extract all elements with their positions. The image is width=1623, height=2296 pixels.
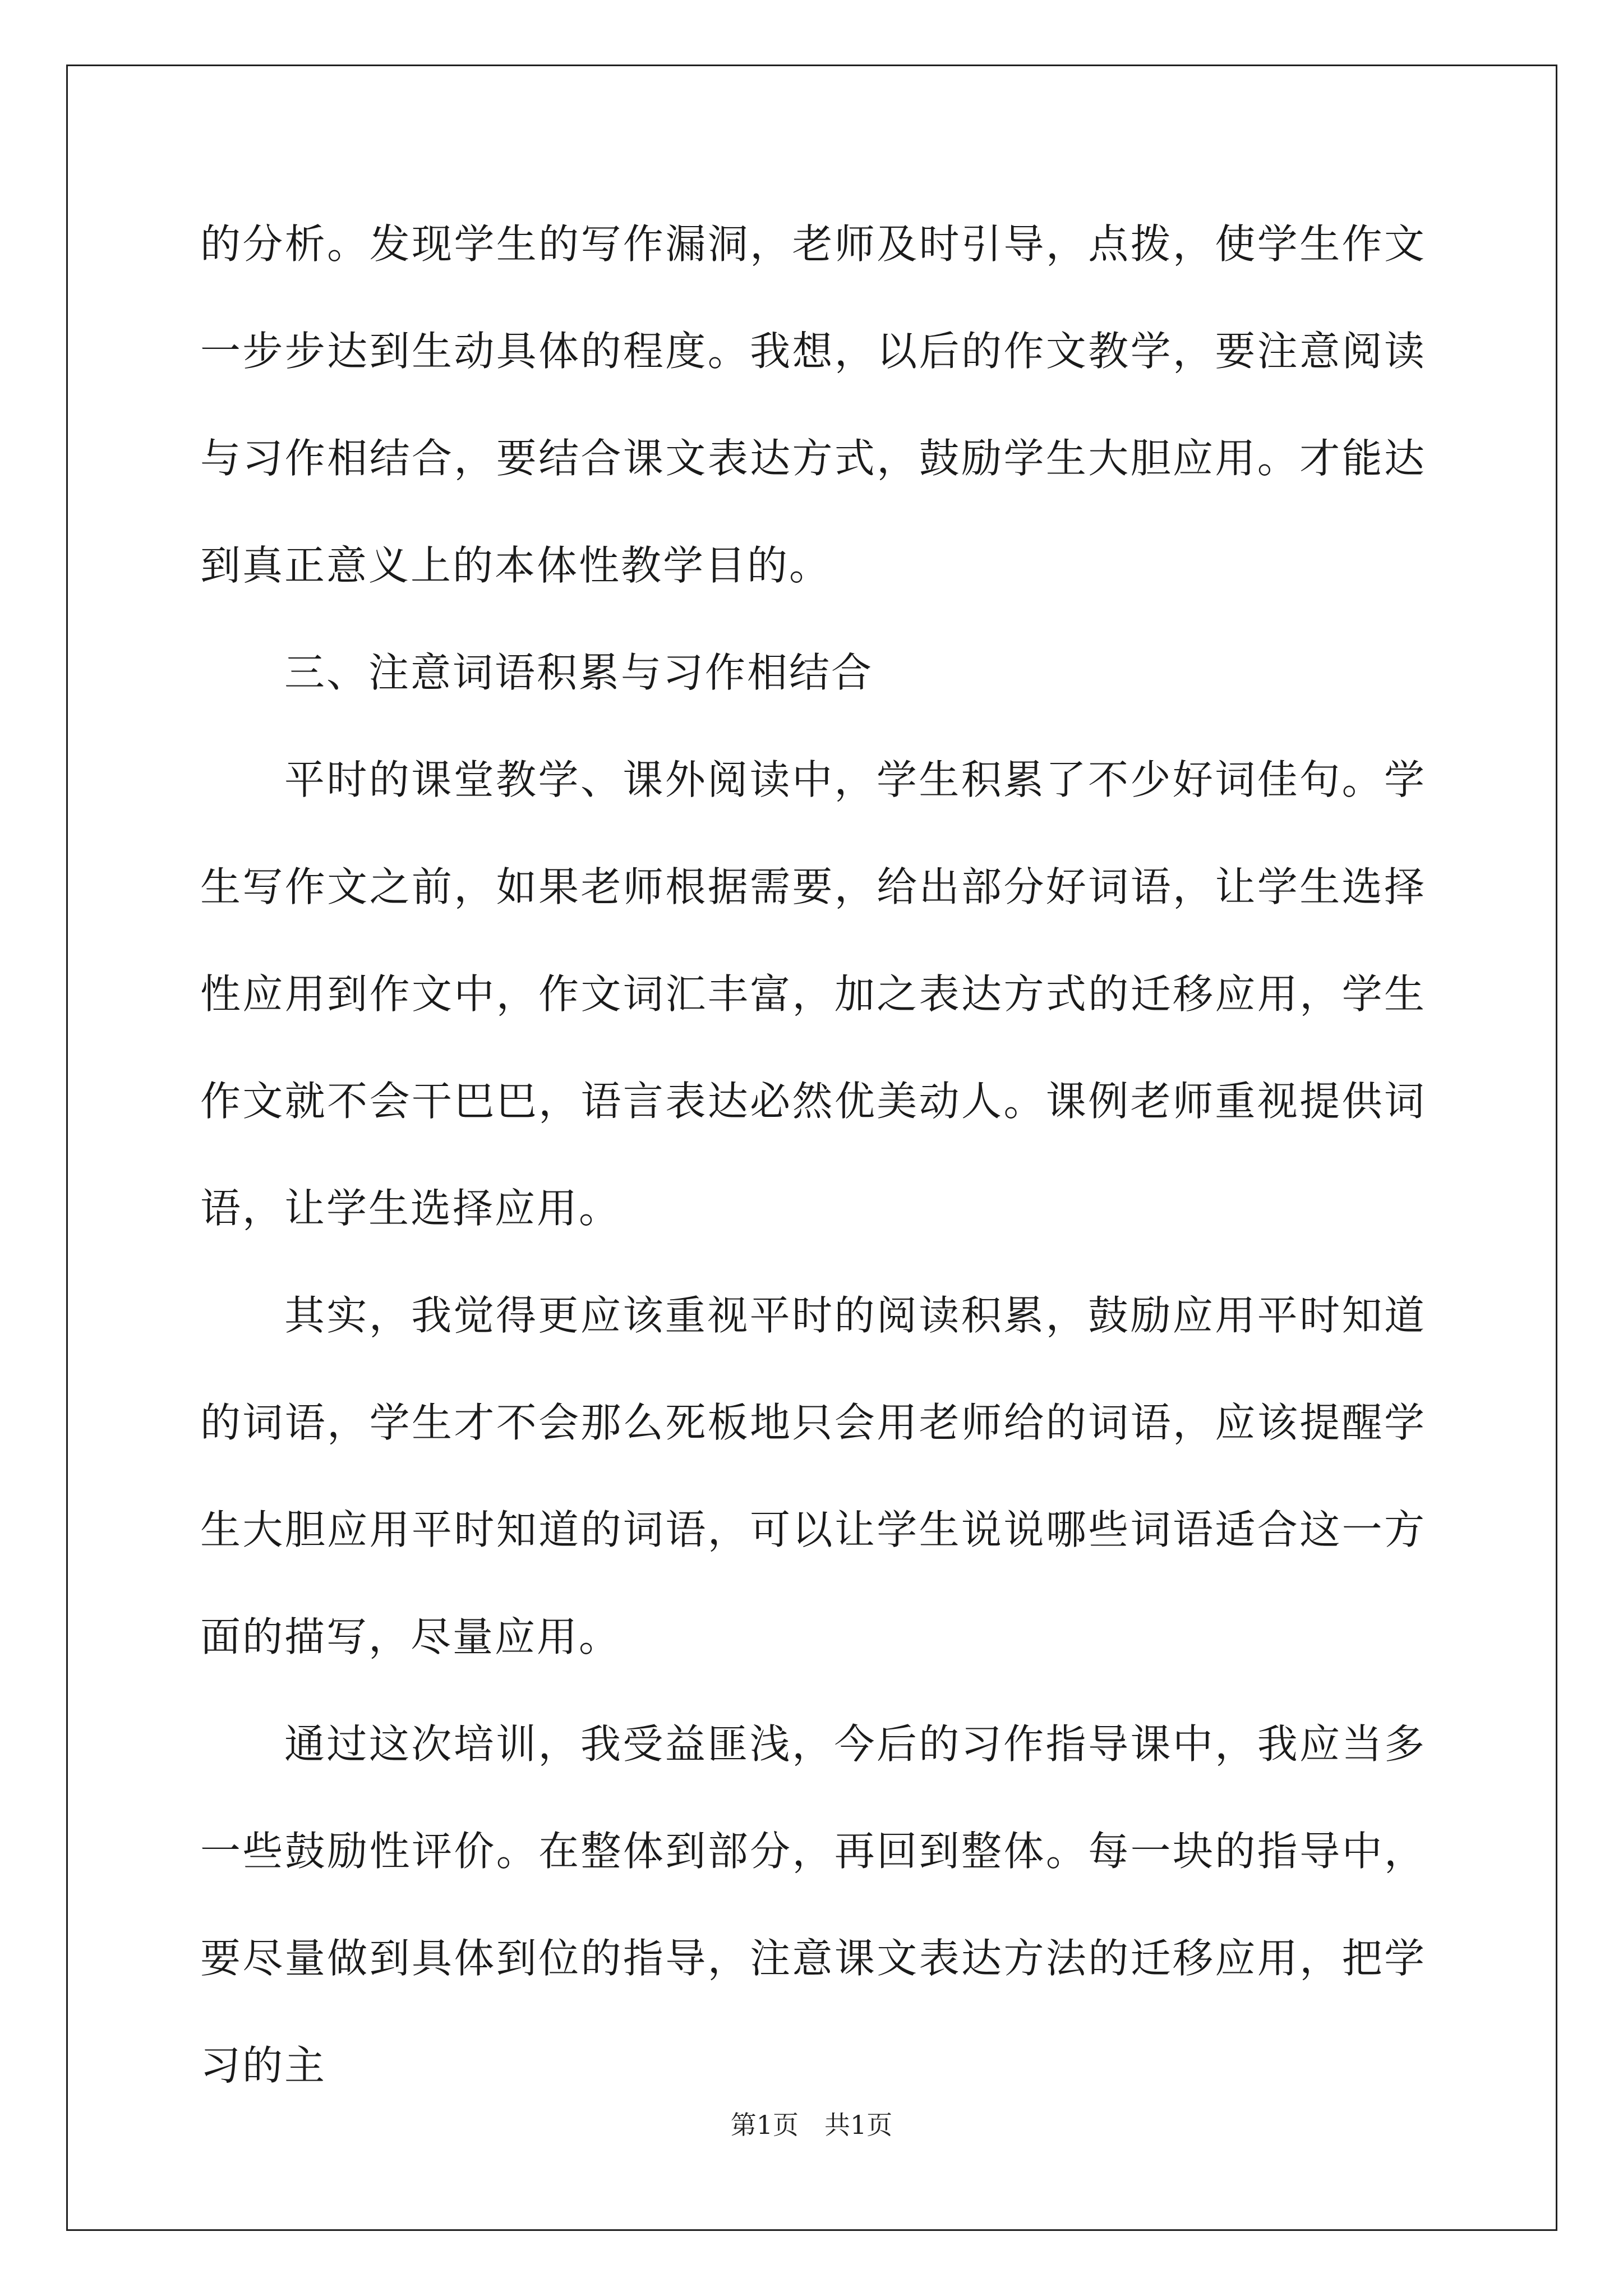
paragraph-1: 的分析。发现学生的写作漏洞，老师及时引导，点拨，使学生作文一步步达到生动具体的程度。我想，以后的作文教学，要注意阅读与习作相结合，要结合课文表达方式，鼓励学生大胆应用。才能达到真正意义上的本体性教学目的。 [200, 220, 1426, 589]
paragraph-4: 通过这次培训，我受益匪浅，今后的习作指导课中，我应当多一些鼓励性评价。在整体到部分，再回到整体。每一块的指导中，要尽量做到具体到位的指导，注意课文表达方法的迁移应用，把学习的主 [200, 1720, 1426, 2089]
section-heading-3: 三、注意词语积累与习作相结合 [284, 649, 874, 696]
document-body [200, 191, 1426, 2119]
page-footer: 第1页 共1页 [730, 2110, 893, 2140]
paragraph-3: 其实，我觉得更应该重视平时的阅读积累，鼓励应用平时知道的词语，学生才不会那么死板地只会用老师给的词语，应该提醒学生大胆应用平时知道的词语，可以让学生说说哪些词语适合这一方面的描写，尽量应用。 [200, 1292, 1426, 1660]
paragraph-2: 平时的课堂教学、课外阅读中，学生积累了不少好词佳句。学生写作文之前，如果老师根据需要，给出部分好词语，让学生选择性应用到作文中，作文词汇丰富，加之表达方式的迁移应用，学生作文就不会干巴巴，语言表达必然优美动人。课例老师重视提供词语，让学生选择应用。 [200, 756, 1426, 1232]
